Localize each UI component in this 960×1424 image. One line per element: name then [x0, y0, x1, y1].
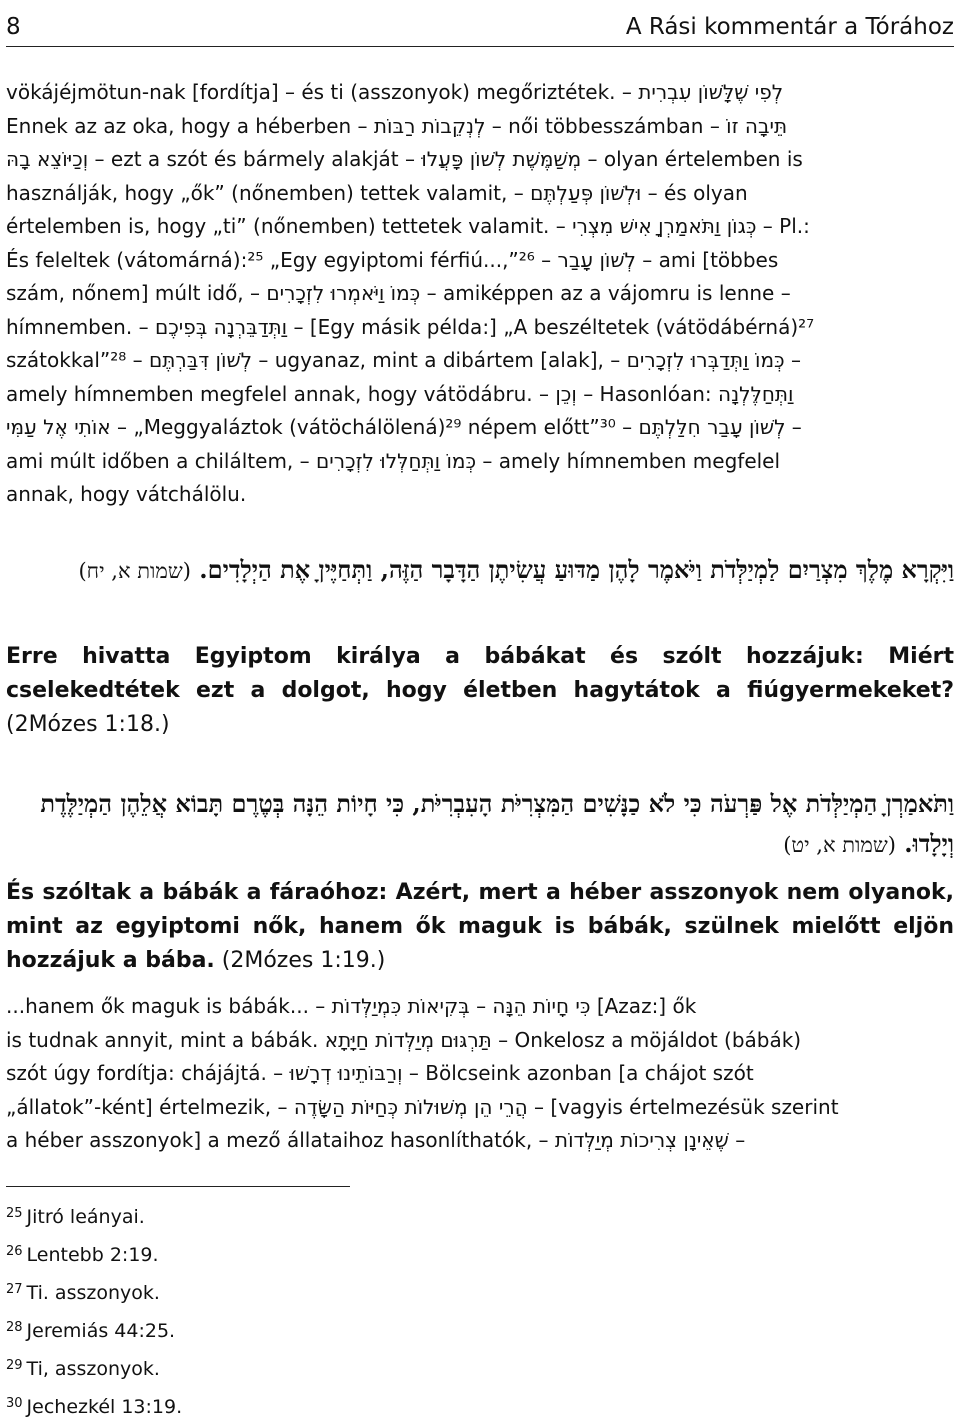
verse-1-hebrew-text: וַיִּקְרָא מֶלֶךְ מִצְרַיִם לַמְיַלְּדֹת וַיֹּאמֶר לָהֶן מַדּוּעַ עֲשִׂיתֶן הַדָּבָר הַזֶּה, וַתְּחַיֶּיןָ אֶת הַיְלָדִים.: [199, 555, 954, 584]
verse-2-hebrew-text: וַתֹּאמַרְןָ הַמְיַלְּדֹת אֶל פַּרְעֹה כִּי לֹא כַנָּשִׁים הַמִּצְרִיֹּת הָעִבְרִיֹּת, כִּי חָיוֹת הֵנָּה בְּטֶרֶם תָּבוֹא אֲלֵהֶן הַמְיַלֶּדֶת וְיָלָדוּ.: [40, 789, 954, 858]
footnote-29: [6, 1358, 160, 1380]
footnote-text: Ti. asszonyok.: [26, 1282, 160, 1304]
verse-1-hebrew-ref: (שמות א, יח): [78, 559, 191, 583]
footnote-text: Lentebb 2:19.: [26, 1244, 159, 1266]
footnote-26: [6, 1244, 159, 1266]
verse-1-translation: [6, 640, 954, 742]
commentary-line: וְכַיּוֹצֵא בָהּ – ezt a szót és bármely alakját – מְשַׁמֶּשֶׁת לְשׁוֹן פָּעֲלוּ – olyan értelemben is: [6, 147, 803, 171]
footnote-number: 30: [6, 1396, 23, 1411]
commentary-line: אוֹתִי אֶל עַמִּי – „Meggyaláztok (vátöchálölená)²⁹ népem előtt”³⁰ – לְשׁוֹן עָבַר חִלַּלְתֶּם –: [6, 415, 802, 439]
verse-1-reference: (2Mózes 1:18.): [6, 712, 170, 737]
commentary-line: ami múlt időben a chiláltem, – כְּמוֹ וַתְּחַלְּלוּ לִזְכָרִים – amely hímnemben megfelel: [6, 448, 781, 473]
commentary-line: ...hanem ők maguk is bábák... – כִּי חָיוֹת הֵנָּה – בְּקִיאוֹת כִּמְיַלְּדוֹת [Azaz:] ők: [6, 994, 697, 1018]
commentary-line: vökájéjmötun-nak [fordítja] – és ti (asszonyok) megőriztétek. – לְפִי שֶׁלָּשׁוֹן עִבְרִית: [6, 80, 784, 104]
commentary-line: És feleltek (vátomárná):²⁵ „Egy egyiptomi férfiú...,”²⁶ – לְשׁוֹן עָבַר – ami [többes: [6, 247, 779, 272]
commentary-line: szátokkal”²⁸ – לְשׁוֹן דִּבַּרְתֶּם – ugyanaz, mint a dibártem [alak], – כְּמוֹ וַתְּדַבְּרוּ לִזְכָרִים –: [6, 348, 801, 372]
footnote-28: [6, 1320, 175, 1342]
footnote-text: Jechezkél 13:19.: [26, 1396, 183, 1418]
verse-1-translation-text: Erre hivatta Egyiptom királya a bábákat és szólt hozzájuk: Miért cselekedtétek ezt a dolgot, hogy életben hagytátok a fiúgyermekeket?: [6, 644, 954, 703]
commentary-line: szám, nőnem] múlt idő, – כְּמוֹ וַיֹּאמְרוּ לִזְכָרִים – amiképpen az a vájomru is lenne –: [6, 281, 791, 305]
commentary-block-1: [6, 76, 954, 512]
footnote-divider: [6, 1186, 350, 1187]
footnote-number: 27: [6, 1282, 23, 1297]
commentary-block-2: [6, 990, 954, 1158]
commentary-line: szót úgy fordítja: chájájtá. – וְרַבּוֹתֵינוּ דְרָשׁוּ – Bölcseink azonban [a chájot szót: [6, 1061, 754, 1085]
commentary-line: használják, hogy „ők” (nőnemben) tettek valamit, – וּלְשׁוֹן פְּעַלְתֶּם – és olyan: [6, 180, 748, 205]
commentary-line: amely hímnemben megfelel annak, hogy vátödábru. – וְכֵן – Hasonlóan: וַתְּחַלֶּלְנָה: [6, 381, 794, 406]
page: [6, 0, 954, 1418]
footnote-30: [6, 1396, 182, 1418]
footnote-number: 26: [6, 1244, 23, 1259]
verse-2-hebrew: [6, 784, 954, 865]
commentary-line: a héber asszonyok] a mező állataihoz hasonlíthatók, – שֶׁאֵינָן צְרִיכוֹת מְיַלְּדוֹת –: [6, 1128, 746, 1152]
verse-2-hebrew-ref: (שמות א, יט): [783, 833, 896, 857]
footnote-25: [6, 1206, 145, 1228]
commentary-line: Ennek az az oka, hogy a héberben – לְנְקֵבוֹת רַבּוֹת – női többesszámban – תֵּיבָה זוֹ: [6, 113, 788, 138]
footnote-text: Jeremiás 44:25.: [26, 1320, 176, 1342]
commentary-line: „állatok”-ként] értelmezik, – הֲרֵי הֵן מְשׁוּלוֹת כְּחַיּוֹת הַשָּׂדֶה – [vagyis értelmezésük szerint: [6, 1094, 839, 1119]
page-header: [6, 0, 954, 47]
footnote-number: 29: [6, 1358, 23, 1373]
footnote-text: Ti, asszonyok.: [26, 1358, 160, 1380]
running-title: A Rási kommentár a Tórához: [625, 14, 954, 40]
verse-2-translation-text: És szóltak a bábák a fáraóhoz: Azért, mert a héber asszonyok nem olyanok, mint az egyiptomi nők, hanem ők maguk is bábák, szülnek mielőtt eljön hozzájuk a bába.: [6, 880, 954, 973]
commentary-line: értelemben is, hogy „ti” (nőnemben) tettetek valamit. – כְּגוֹן וַתֹּאמַרְןָ אִישׁ מִצְרִי – Pl.:: [6, 214, 810, 238]
commentary-line: is tudnak annyit, mint a bábák. תַּרְגּוּם מְיַלְּדוֹת חַיָּתָא – Onkelosz a möjáldot (bábák): [6, 1027, 802, 1052]
footnote-number: 25: [6, 1206, 23, 1221]
commentary-line: hímnemben. – וַתְּדַבֵּרְנָה בְּפִיכֶם – [Egy másik példa:] „A beszéltetek (vátödábérná)²⁷: [6, 314, 815, 339]
page-number: 8: [6, 14, 21, 40]
commentary-line: annak, hogy vátchálölu.: [6, 482, 247, 506]
verse-1-hebrew: [6, 550, 954, 591]
footnote-number: 28: [6, 1320, 23, 1335]
footnote-27: [6, 1282, 160, 1304]
verse-2-translation: [6, 876, 954, 978]
footnote-text: Jitró leányai.: [26, 1206, 145, 1228]
verse-2-reference: (2Mózes 1:19.): [221, 948, 386, 973]
